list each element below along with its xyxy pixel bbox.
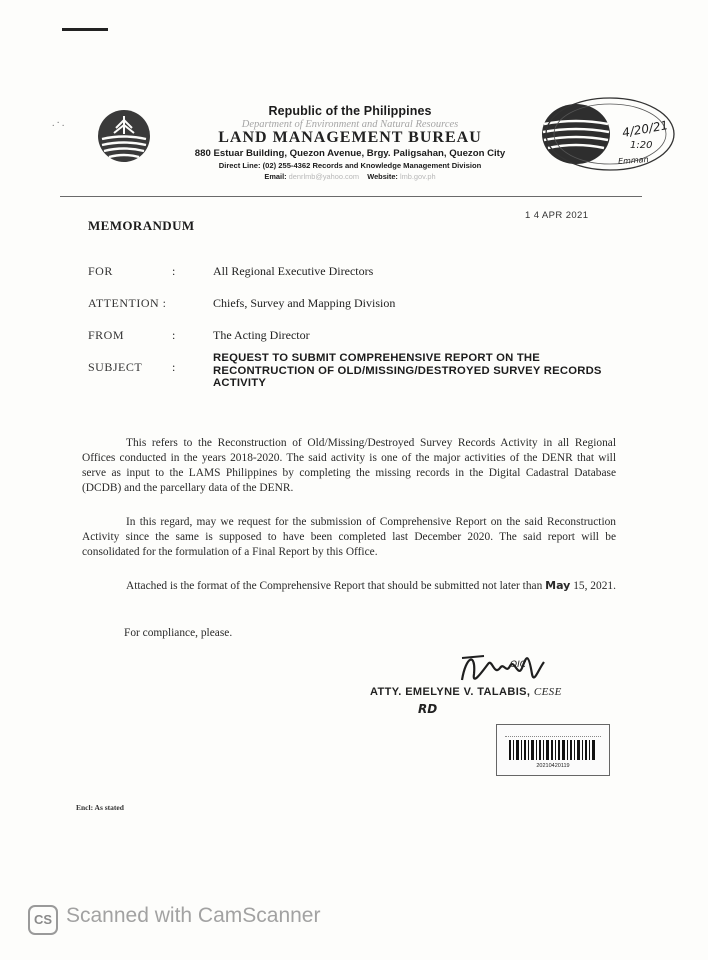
signer-name [370, 686, 562, 698]
deadline-text: Attached is the format of the Comprehensive Report that should be submitted not later than [126, 580, 543, 592]
from-colon: : [172, 328, 176, 342]
for-colon: : [172, 264, 176, 278]
for-label: FOR [88, 264, 113, 278]
from-row [88, 328, 628, 348]
deadline-date: 15, 2021. [573, 580, 616, 592]
attention-row [88, 296, 628, 316]
barcode-graphic [509, 740, 597, 760]
from-label: FROM [88, 328, 125, 342]
bureau-name: LAND MANAGEMENT BUREAU [218, 129, 482, 146]
camscanner-logo-icon: CS [28, 905, 58, 935]
attention-label: ATTENTION : [88, 296, 167, 310]
signature-rd-handwriting: RD [418, 702, 438, 716]
signer-suffix: CESE [533, 686, 562, 698]
body-paragraph-3 [82, 578, 616, 594]
deadline-month-handwriting: May [545, 579, 571, 592]
email-label: Email: [264, 172, 287, 181]
website-value: lmb.gov.ph [399, 172, 436, 181]
closing-line: For compliance, please. [124, 627, 233, 639]
barcode-number: 20210420119 [536, 763, 570, 769]
republic-text: Republic of the Philippines [268, 104, 432, 118]
subject-value: REQUEST TO SUBMIT COMPREHENSIVE REPORT ON THE RECONTRUCTION OF OLD/MISSING/DESTROYED SURVEY RECORDS ACTIVITY [213, 352, 602, 390]
header-divider [60, 196, 642, 197]
scan-mark [62, 28, 108, 31]
for-value: All Regional Executive Directors [213, 264, 374, 278]
memo-heading: MEMORANDUM [88, 218, 195, 233]
stamp-date-handwriting: 4/20/21 [621, 118, 670, 140]
letterhead [150, 104, 550, 181]
sticker-header [505, 729, 601, 737]
from-value: The Acting Director [213, 328, 310, 342]
seal-dots: .·. [52, 118, 67, 129]
direct-line-text: Direct Line: (02) 255-4362 Records and Knowledge Management Division [218, 161, 482, 170]
body-paragraph-1: This refers to the Reconstruction of Old/Missing/Destroyed Survey Records Activity in all Regional Offices conducted in the years 2018-2020. The said activity is one of the major activities of the DENR that will serve as input to the LAMS Philippines by completing the missing records in the Digital Cadastral Database (DCDB) and the parcellary data of the DENR. [82, 437, 616, 494]
email-value: denrlmb@yahoo.com [288, 172, 360, 181]
contact-line [150, 172, 550, 181]
stamp-initials-handwriting: Emman [617, 154, 649, 167]
subject-label: SUBJECT [88, 360, 143, 374]
stamp-time-handwriting: 1:20 [630, 140, 653, 151]
signature-oic-handwriting: OIC [510, 660, 527, 670]
subject-row [88, 352, 628, 404]
subject-colon: : [172, 360, 176, 374]
memo-date: 1 4 APR 2021 [525, 210, 589, 221]
website-label: Website: [367, 172, 398, 181]
address-text: 880 Estuar Building, Quezon Avenue, Brgy. Paligsahan, Quezon City [194, 148, 506, 159]
department-text: Department of Environment and Natural Resources [241, 119, 459, 130]
for-row [88, 264, 628, 284]
signer-name-text: ATTY. EMELYNE V. TALABIS, [370, 686, 531, 698]
barcode-sticker [496, 724, 610, 776]
camscanner-watermark: Scanned with CamScanner [66, 904, 321, 927]
attention-value: Chiefs, Survey and Mapping Division [213, 296, 396, 310]
lmb-seal-logo [96, 108, 152, 164]
enclosure-note: Encl: As stated [76, 803, 124, 812]
records-received-stamp [540, 94, 680, 174]
body-paragraph-2: In this regard, may we request for the submission of Comprehensive Report on the said Reconstruction Activity since the same is supposed to have been completed last December 2020. The said report will be consolidated for the formulation of a Final Report by this Office. [82, 516, 616, 558]
